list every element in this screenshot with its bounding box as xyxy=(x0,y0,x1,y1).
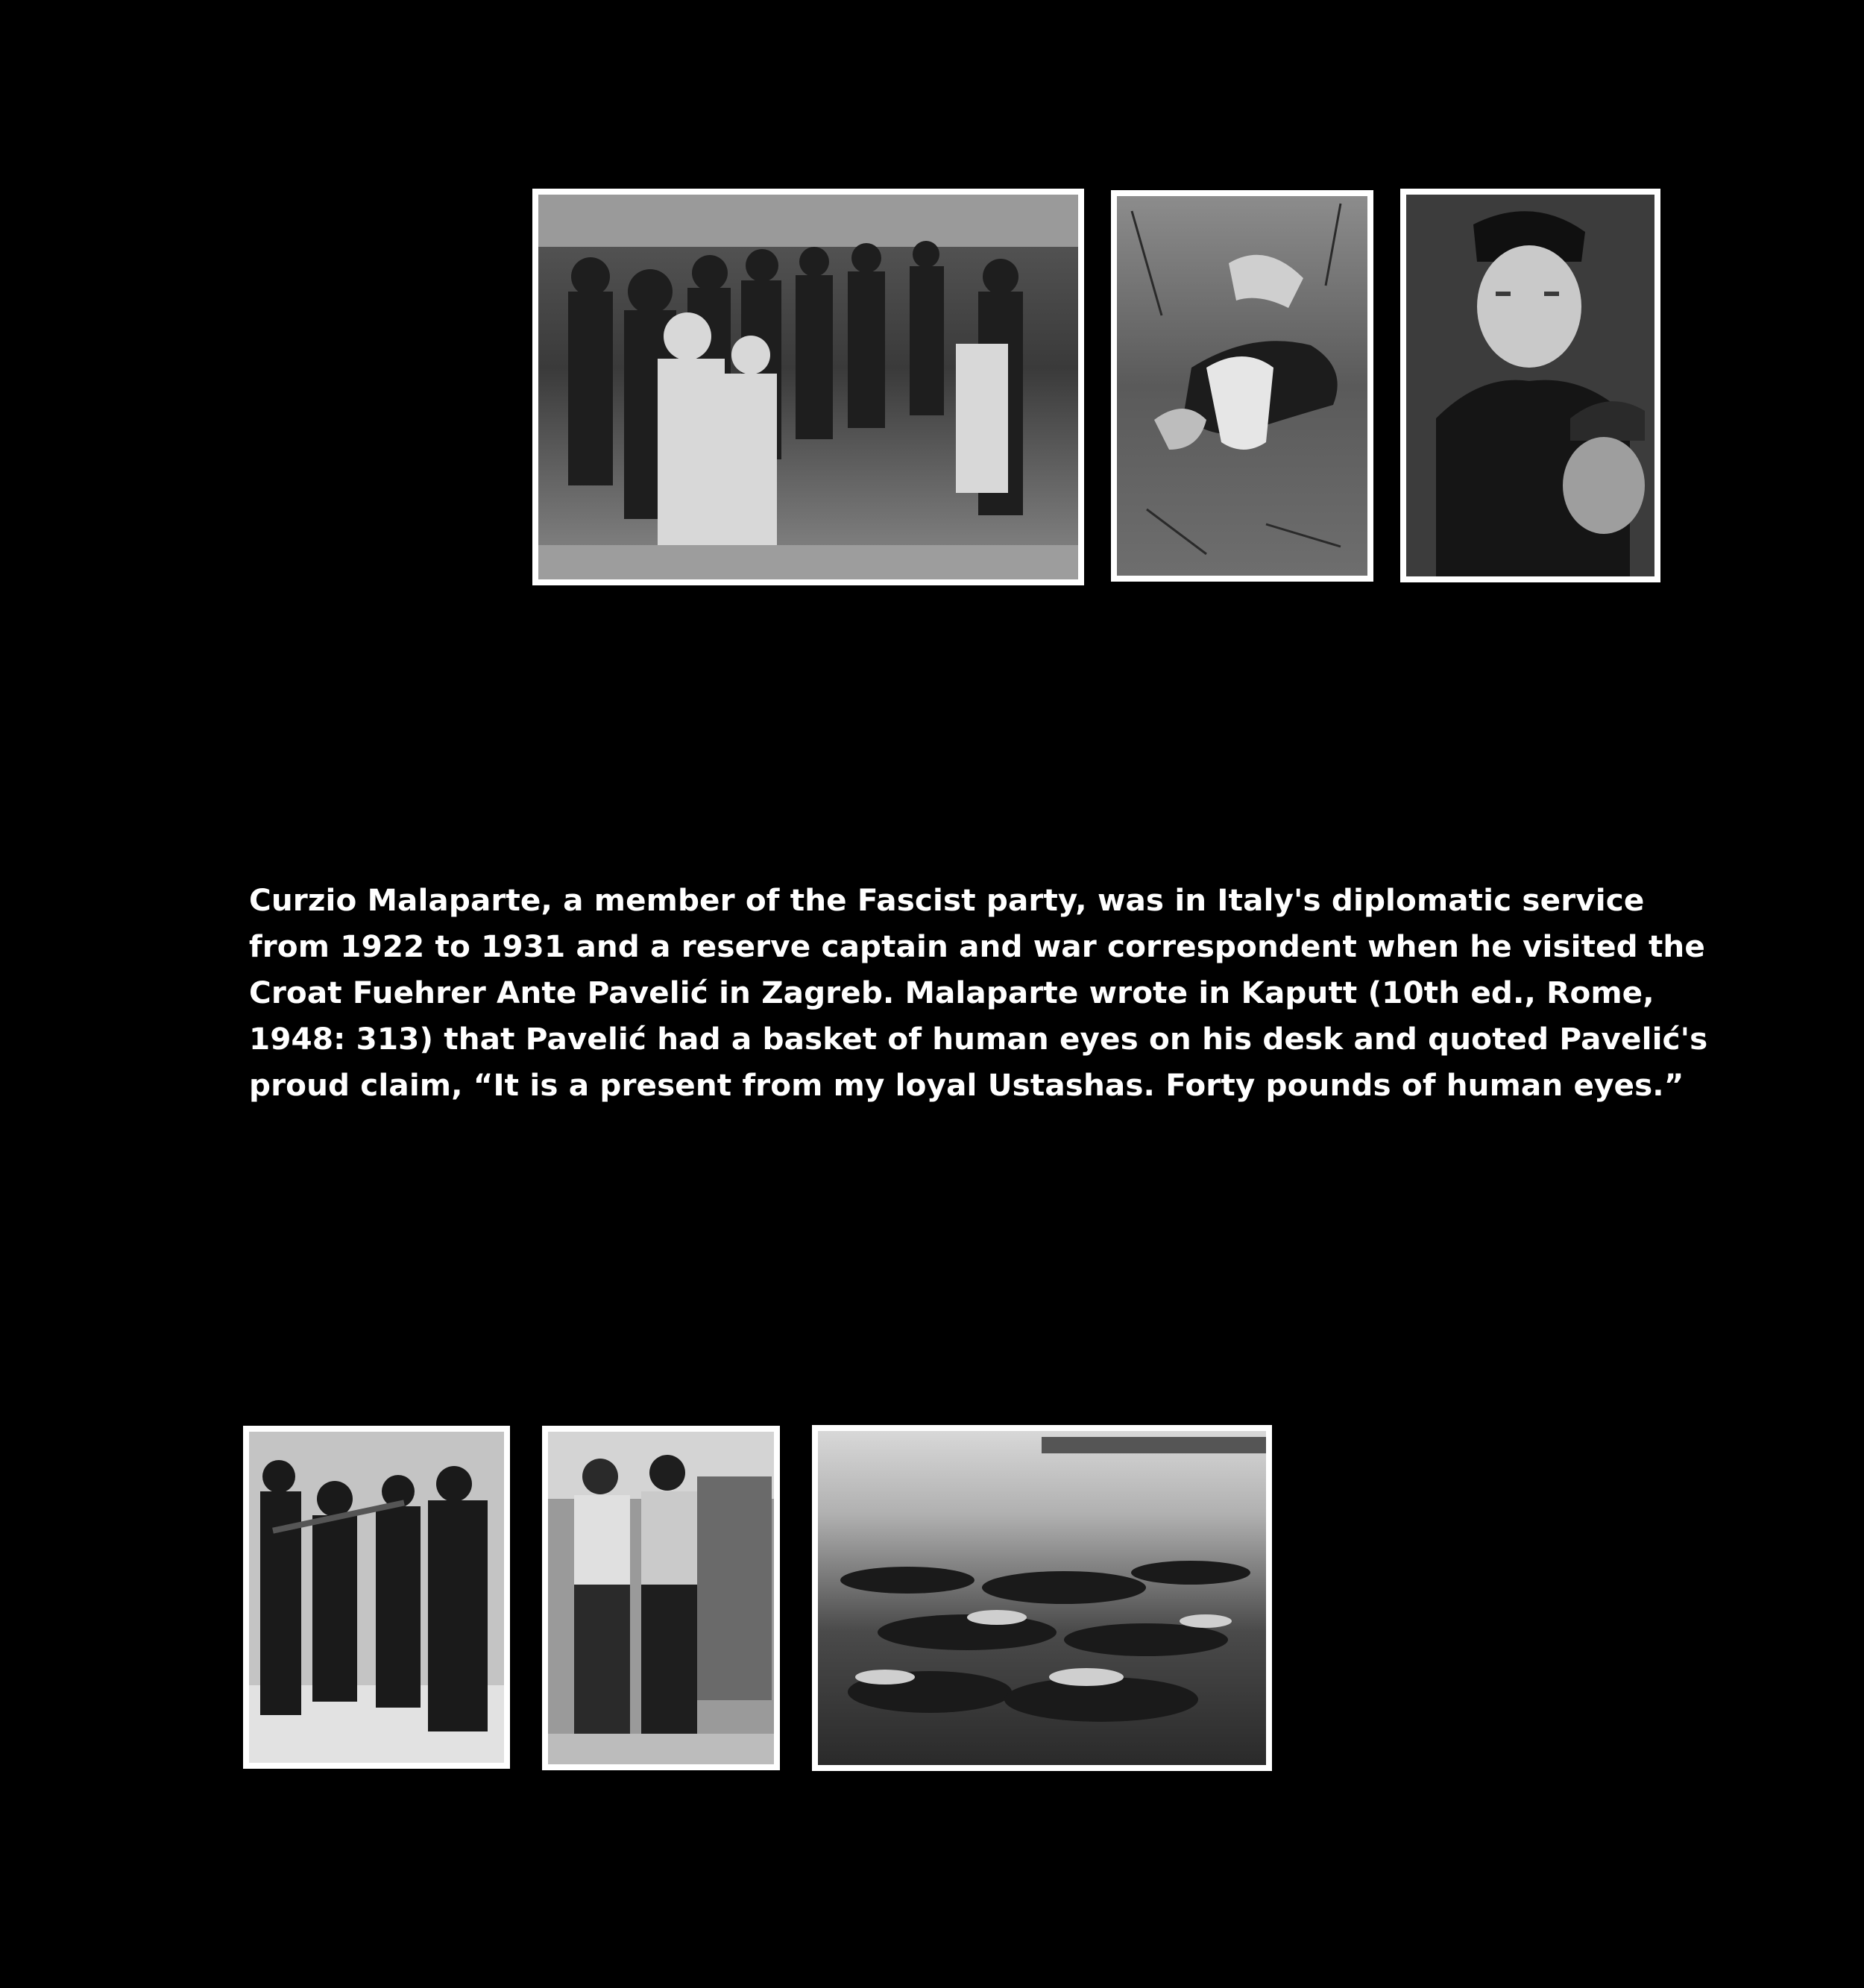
photo-body-on-ground xyxy=(1111,190,1373,582)
photo-body-on-ground-image xyxy=(1117,196,1367,576)
photo-two-men-posing-image xyxy=(548,1432,774,1764)
photo-soldiers-portrait-image xyxy=(1406,195,1654,576)
photo-field-of-bodies xyxy=(812,1425,1272,1771)
caption-line: Croat Fuehrer Ante Pavelić in Zagreb. Malaparte wrote in Kaputt (10th ed., Rome, xyxy=(249,975,1654,1010)
photo-children-in-line xyxy=(532,189,1084,585)
photo-soldiers-portrait xyxy=(1400,189,1660,582)
caption-text xyxy=(249,877,1770,1108)
caption-line: proud claim, “It is a present from my loyal Ustashas. Forty pounds of human eyes.” xyxy=(249,1067,1684,1103)
photo-children-in-line-image xyxy=(538,195,1078,579)
photo-two-men-posing xyxy=(542,1426,780,1770)
photo-soldiers-with-prisoner-image xyxy=(249,1432,504,1763)
caption-line: 1948: 313) that Pavelić had a basket of human eyes on his desk and quoted Pavelić's xyxy=(249,1021,1708,1057)
photo-soldiers-with-prisoner xyxy=(243,1426,510,1769)
caption-line: from 1922 to 1931 and a reserve captain and war correspondent when he visited the xyxy=(249,928,1705,964)
caption-line: Curzio Malaparte, a member of the Fascist party, was in Italy's diplomatic service xyxy=(249,882,1645,918)
photo-field-of-bodies-image xyxy=(818,1431,1266,1765)
